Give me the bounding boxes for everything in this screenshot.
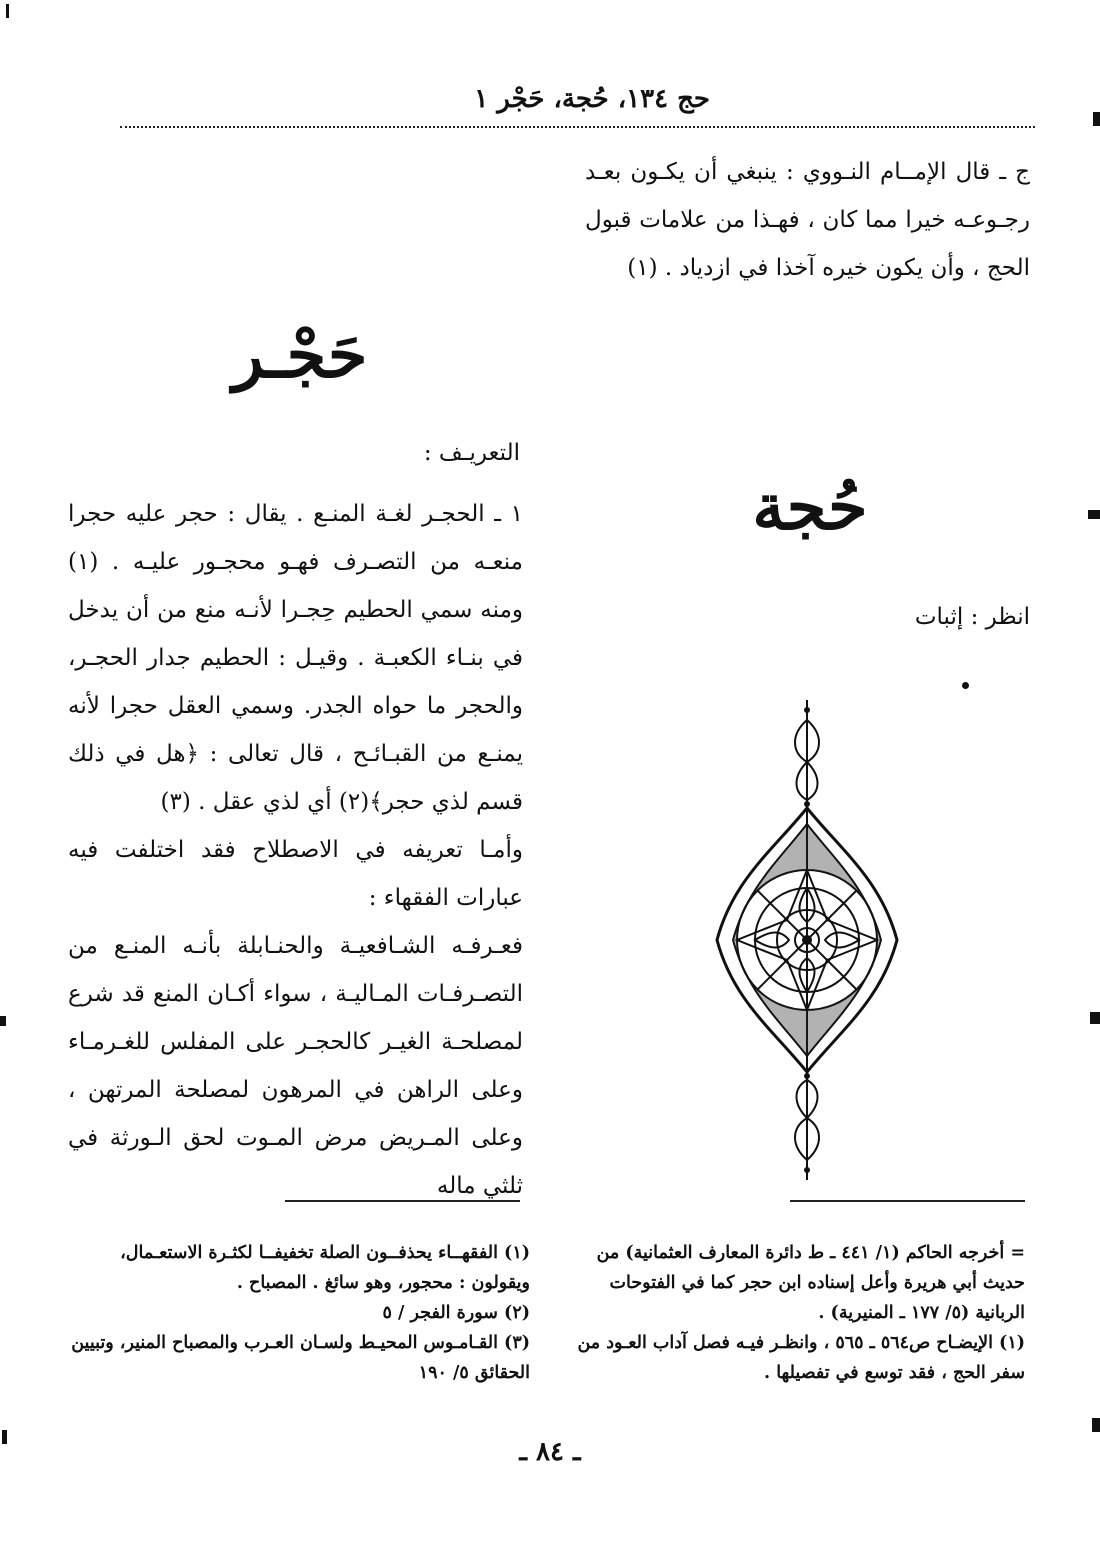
footnote: (٣) القـامـوس المحيـط ولسـان العـرب والمصباح المنير، وتبيين الحقائق ٥/ ١٩٠ [71,1333,530,1383]
footnote: = أخرجه الحاكم (١/ ٤٤١ ـ ط دائرة المعارف العثمانية) من حديث أبي هريرة وأعل إسناده ابن حجر كما في الفتوحات الربانية (٥/ ١٧٧ ـ المنيرية) . [596,1243,1025,1323]
running-header: حج ١٣٤، حُجة، حَجْر ١ [474,84,710,114]
scan-mark [6,4,9,18]
scan-mark [1088,510,1100,519]
scan-mark [1090,1012,1100,1024]
page-number: ـ ٨٤ ـ [519,1437,581,1467]
footnote-separator-right [790,1200,1025,1202]
footnotes-right-column [575,1238,1025,1388]
arabesque-medallion-icon [693,700,921,1180]
footnote: (٢) سورة الفجر / ٥ [382,1303,530,1323]
ink-dot [962,682,969,689]
scan-mark [1093,112,1100,126]
hajr-definition-body [68,490,523,1210]
footnote: (١) الإيضـاح ص٥٦٤ ـ ٥٦٥ ، وانظـر فيـه فصل آداب العـود من سفر الحج ، فقد توسع في تفصيلها . [577,1333,1025,1383]
scan-mark [0,1016,6,1026]
hajr-paragraph-3: فعـرفـه الشـافعيـة والحنـابلة بأنـه المنـع من التصـرفـات المـاليـة ، سواء أكـان المنع قد شرع لمصلحـة الغيـر كالحجـر على المفلس للغـرمـاء وعلى الراهن في المرهون لمصلحة المرتهن ، وعلى المـريض مرض المـوت لحق الـورثة في ثلثي ماله [68,933,523,1199]
scan-mark [1092,1418,1100,1432]
entry-title-hajr: حَجْـر [232,318,368,393]
footnote: (١) الفقهــاء يحذفــون الصلة تخفيفــا لكثـرة الاستعـمال، ويقولون : محجور، وهو سائغ . المصباح . [120,1243,530,1293]
header-dotted-rule [120,126,1035,128]
footnote-separator-left [285,1200,520,1202]
hajj-closing-paragraph: ج ـ قال الإمــام النـووي : ينبغي أن يكـون بعـد رجـوعـه خيرا مما كان ، فهـذا من علامات قبول الحج ، وأن يكون خيره آخذا في ازدياد . (١) [585,159,1030,281]
see-also-reference: انظر : إثبات [914,604,1030,630]
entry-title-hujja: حُجة [752,470,868,545]
footnotes-left-column [60,1238,530,1388]
hajr-paragraph-1: ١ ـ الحجـر لغـة المنـع . يقال : حجر عليه حجرا منعـه من التصـرف فهـو محجـور عليـه . (١) ومنه سمي الحطيم حِجـرا لأنـه منع من أن يدخل في بنـاء الكعبـة . وقيـل : الحطيم جدار الحجـر، والحجر ما حواه الجدر. وسمي العقل حجرا لأنه يمنـع من القبـائـح ، قال تعالى : ﴿هل في ذلك قسم لذي حجر﴾(٢) أي لذي عقل . (٣) [68,501,523,815]
definition-heading: التعريـف : [423,440,520,466]
hajr-paragraph-2: وأمـا تعريفه في الاصطلاح فقد اختلفت فيه عبارات الفقهاء : [68,837,523,911]
scan-mark [2,1430,7,1444]
